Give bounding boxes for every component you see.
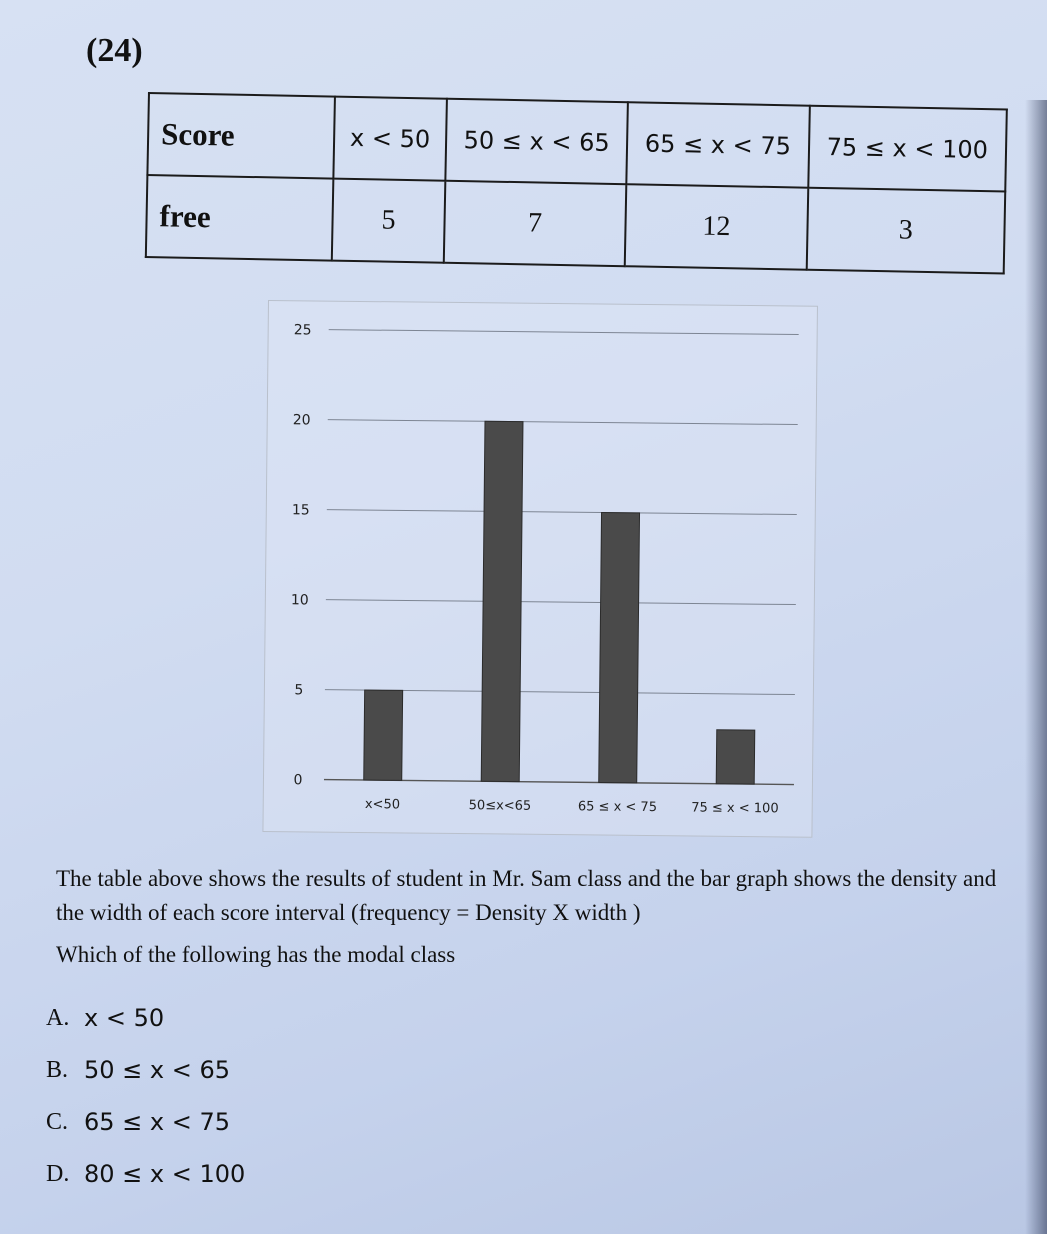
answer-options	[46, 992, 245, 1200]
option-text: x < 50	[84, 1004, 165, 1032]
gridline	[329, 330, 799, 335]
table-row	[146, 175, 1005, 273]
option-b[interactable]	[46, 1044, 245, 1096]
y-tick-label: 10	[290, 592, 309, 609]
x-tick-label: 75 ≤ x < 100	[691, 800, 779, 817]
option-letter: A.	[46, 1004, 70, 1031]
frequency-cell: 3	[806, 188, 1005, 274]
bar	[599, 513, 640, 783]
y-tick-label: 15	[291, 502, 310, 519]
option-letter: C.	[46, 1108, 69, 1135]
page-shadow-edge	[1025, 100, 1047, 1234]
bar-chart	[262, 300, 818, 838]
option-letter: B.	[46, 1056, 69, 1083]
row-label-score: Score	[147, 93, 335, 179]
bar	[364, 690, 403, 780]
question-prompt: Which of the following has the modal class	[56, 942, 456, 967]
option-d[interactable]	[46, 1148, 245, 1200]
option-text: 80 ≤ x < 100	[84, 1160, 246, 1188]
bar	[481, 421, 523, 781]
y-tick-label: 0	[293, 772, 303, 789]
bar-chart-svg	[263, 301, 817, 837]
interval-cell: 65 ≤ x < 75	[627, 102, 810, 187]
x-tick-label: 65 ≤ x < 75	[577, 799, 658, 816]
interval-cell: 75 ≤ x < 100	[808, 106, 1007, 192]
option-c[interactable]	[46, 1096, 245, 1148]
frequency-cell: 7	[444, 181, 627, 266]
gridline	[326, 600, 796, 605]
interval-cell: x < 50	[333, 97, 446, 181]
y-tick-label: 5	[294, 682, 304, 699]
frequency-table	[145, 92, 1008, 274]
option-text: 65 ≤ x < 75	[84, 1108, 231, 1136]
interval-cell: 50 ≤ x < 65	[445, 99, 628, 184]
row-label-frequency: free	[146, 175, 334, 261]
y-tick-label: 25	[293, 322, 312, 339]
x-tick-label: 50≤x<65	[468, 798, 532, 814]
problem-description: The table above shows the results of student in Mr. Sam class and the bar graph shows the density and the width of each score interval (frequency = Density X width )	[56, 866, 997, 925]
bar	[716, 730, 755, 784]
option-letter: D.	[46, 1160, 70, 1187]
frequency-cell: 12	[625, 184, 808, 269]
frequency-cell: 5	[332, 179, 445, 263]
x-tick-label: x<50	[364, 797, 401, 813]
gridline	[327, 510, 797, 515]
y-tick-label: 20	[292, 412, 311, 429]
option-a[interactable]	[46, 992, 245, 1044]
option-text: 50 ≤ x < 65	[84, 1056, 231, 1084]
question-number: (24)	[86, 32, 143, 69]
gridline	[328, 420, 798, 425]
